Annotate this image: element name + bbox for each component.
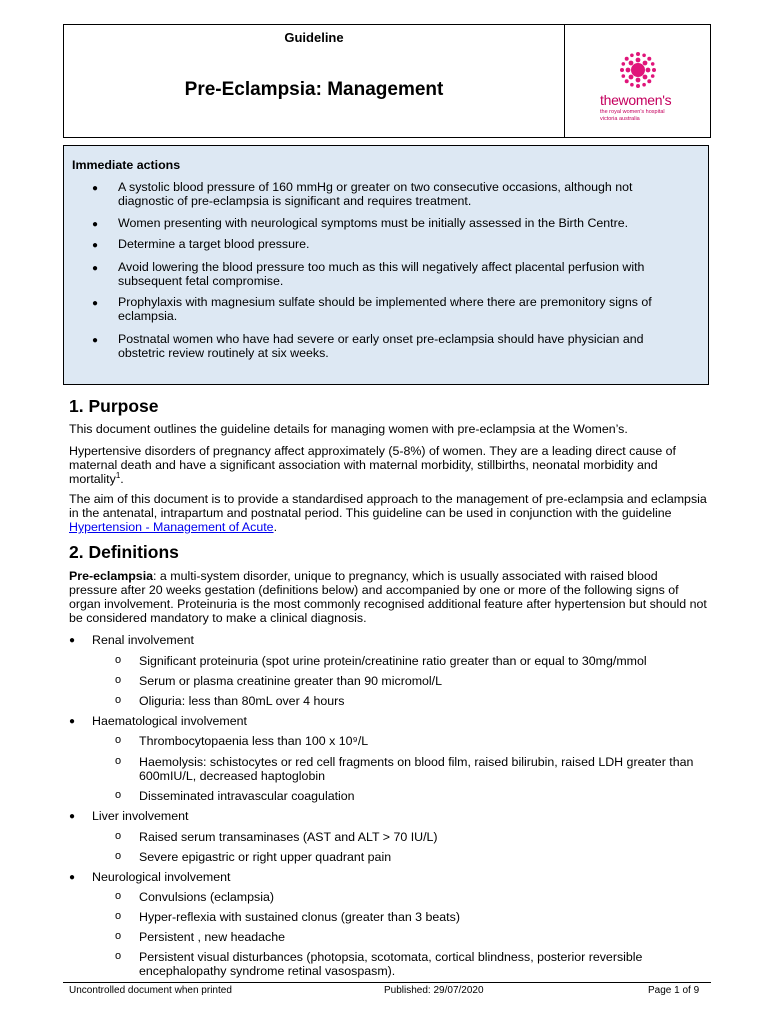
purpose-p2-text: Hypertensive disorders of pregnancy affect approximately (5-8%) of women. They are a leading direct cause of maternal death and have a significant association with maternal morbidity, stillbirths, neonatal morbidity and mortality	[69, 444, 676, 486]
action-item: A systolic blood pressure of 160 mmHg or greater on two consecutive occasions, although not diagnostic of pre-eclampsia is significant and requires treatment.	[118, 180, 633, 208]
action-item: Women presenting with neurological symptoms must be initially assessed in the Birth Centre.	[118, 216, 629, 230]
logo-location: victoria australia	[600, 116, 640, 122]
footer-divider	[63, 982, 711, 983]
purpose-p2-end: .	[120, 472, 124, 486]
circle-bullet-icon: o	[115, 674, 122, 686]
group-label: Renal involvement	[92, 633, 194, 647]
definitions-paragraph	[69, 569, 709, 625]
immediate-actions-title: Immediate actions	[72, 158, 181, 172]
bullet-icon: ●	[92, 298, 99, 309]
criteria-item: Thrombocytopaenia less than 100 x 10⁹/L	[139, 734, 369, 748]
logo-burst-icon	[617, 49, 659, 91]
hypertension-guideline-link[interactable]: Hypertension - Management of Acute	[69, 520, 274, 534]
document-type: Guideline	[284, 30, 344, 45]
purpose-paragraph-1: This document outlines the guideline details for managing women with pre-eclampsia at the Women’s.	[69, 422, 628, 436]
criteria-item: Haemolysis: schistocytes or red cell fragments on blood film, raised bilirubin, raised LDH greater than 600mIU/L, decreased haptoglobin	[139, 755, 694, 783]
action-item: Postnatal women who have had severe or early onset pre-eclampsia should have physician and obstetric review routinely at six weeks.	[118, 332, 644, 360]
definition-term: Pre-eclampsia	[69, 569, 154, 583]
criteria-item: Convulsions (eclampsia)	[139, 890, 274, 904]
purpose-paragraph-2	[69, 444, 709, 486]
bullet-icon: ●	[92, 183, 99, 194]
criteria-item: Raised serum transaminases (AST and ALT > 70 IU/L)	[139, 830, 438, 844]
criteria-item: Serum or plasma creatinine greater than 90 micromol/L	[139, 674, 443, 688]
bullet-icon: ●	[92, 263, 99, 274]
circle-bullet-icon: o	[115, 694, 122, 706]
bullet-icon: ●	[69, 811, 76, 822]
reference-superscript: 1	[115, 470, 121, 480]
criteria-item: Severe epigastric or right upper quadrant pain	[139, 850, 392, 864]
footer-disclaimer: Uncontrolled document when printed	[69, 985, 232, 996]
purpose-paragraph-3	[69, 492, 709, 534]
group-label: Haematological involvement	[92, 714, 247, 728]
circle-bullet-icon: o	[115, 850, 122, 862]
footer-published-date: Published: 29/07/2020	[384, 985, 484, 996]
criteria-item: Hyper-reflexia with sustained clonus (greater than 3 beats)	[139, 910, 460, 924]
circle-bullet-icon: o	[115, 950, 122, 962]
purpose-p3-text: The aim of this document is to provide a standardised approach to the management of pre-eclampsia and eclampsia in the antenatal, intrapartum and postnatal period. This guideline can be used in conjunction with the guideline	[69, 492, 707, 520]
logo-cell	[565, 25, 710, 137]
circle-bullet-icon: o	[115, 654, 122, 666]
footer-page-number: Page 1 of 9	[648, 985, 700, 996]
action-item: Prophylaxis with magnesium sulfate should be implemented where there are premonitory signs of eclampsia.	[118, 295, 652, 323]
purpose-p3-end: .	[273, 520, 278, 534]
action-item: Determine a target blood pressure.	[118, 237, 310, 251]
document-header	[63, 24, 711, 138]
logo-subtitle: the royal women's hospital	[600, 109, 665, 115]
bullet-icon: ●	[92, 219, 99, 230]
group-label: Neurological involvement	[92, 870, 231, 884]
purpose-heading: 1. Purpose	[69, 396, 159, 416]
circle-bullet-icon: o	[115, 755, 122, 767]
circle-bullet-icon: o	[115, 890, 122, 902]
criteria-item: Disseminated intravascular coagulation	[139, 789, 355, 803]
circle-bullet-icon: o	[115, 734, 122, 746]
page-title: Pre-Eclampsia: Management	[184, 79, 444, 100]
bullet-icon: ●	[92, 240, 99, 251]
bullet-icon: ●	[92, 335, 99, 346]
header-title-cell	[64, 25, 565, 137]
definitions-heading: 2. Definitions	[69, 542, 179, 562]
circle-bullet-icon: o	[115, 789, 122, 801]
logo-wordmark: thewomen's	[600, 92, 672, 108]
circle-bullet-icon: o	[115, 910, 122, 922]
action-item: Avoid lowering the blood pressure too much as this will negatively affect placental perfusion with subsequent fetal compromise.	[118, 260, 645, 288]
criteria-item: Persistent , new headache	[139, 930, 286, 944]
criteria-item: Persistent visual disturbances (photopsia, scotomata, cortical blindness, posterior reversible encephalopathy syndrome retinal vasospasm).	[139, 950, 643, 978]
circle-bullet-icon: o	[115, 830, 122, 842]
bullet-icon: ●	[69, 872, 76, 883]
definition-text: : a multi-system disorder, unique to pregnancy, which is usually associated with raised blood pressure after 20 weeks gestation (definitions below) and accompanied by one or more of the following signs of organ involvement. Proteinuria is the most commonly recognised additional feature after hypertension but should not be considered mandatory to make a clinical diagnosis.	[69, 569, 707, 625]
bullet-icon: ●	[69, 716, 76, 727]
criteria-item: Oliguria: less than 80mL over 4 hours	[139, 694, 345, 708]
bullet-icon: ●	[69, 635, 76, 646]
group-label: Liver involvement	[92, 809, 189, 823]
criteria-item: Significant proteinuria (spot urine protein/creatinine ratio greater than or equal to 30mg/mmol	[139, 654, 647, 668]
circle-bullet-icon: o	[115, 930, 122, 942]
